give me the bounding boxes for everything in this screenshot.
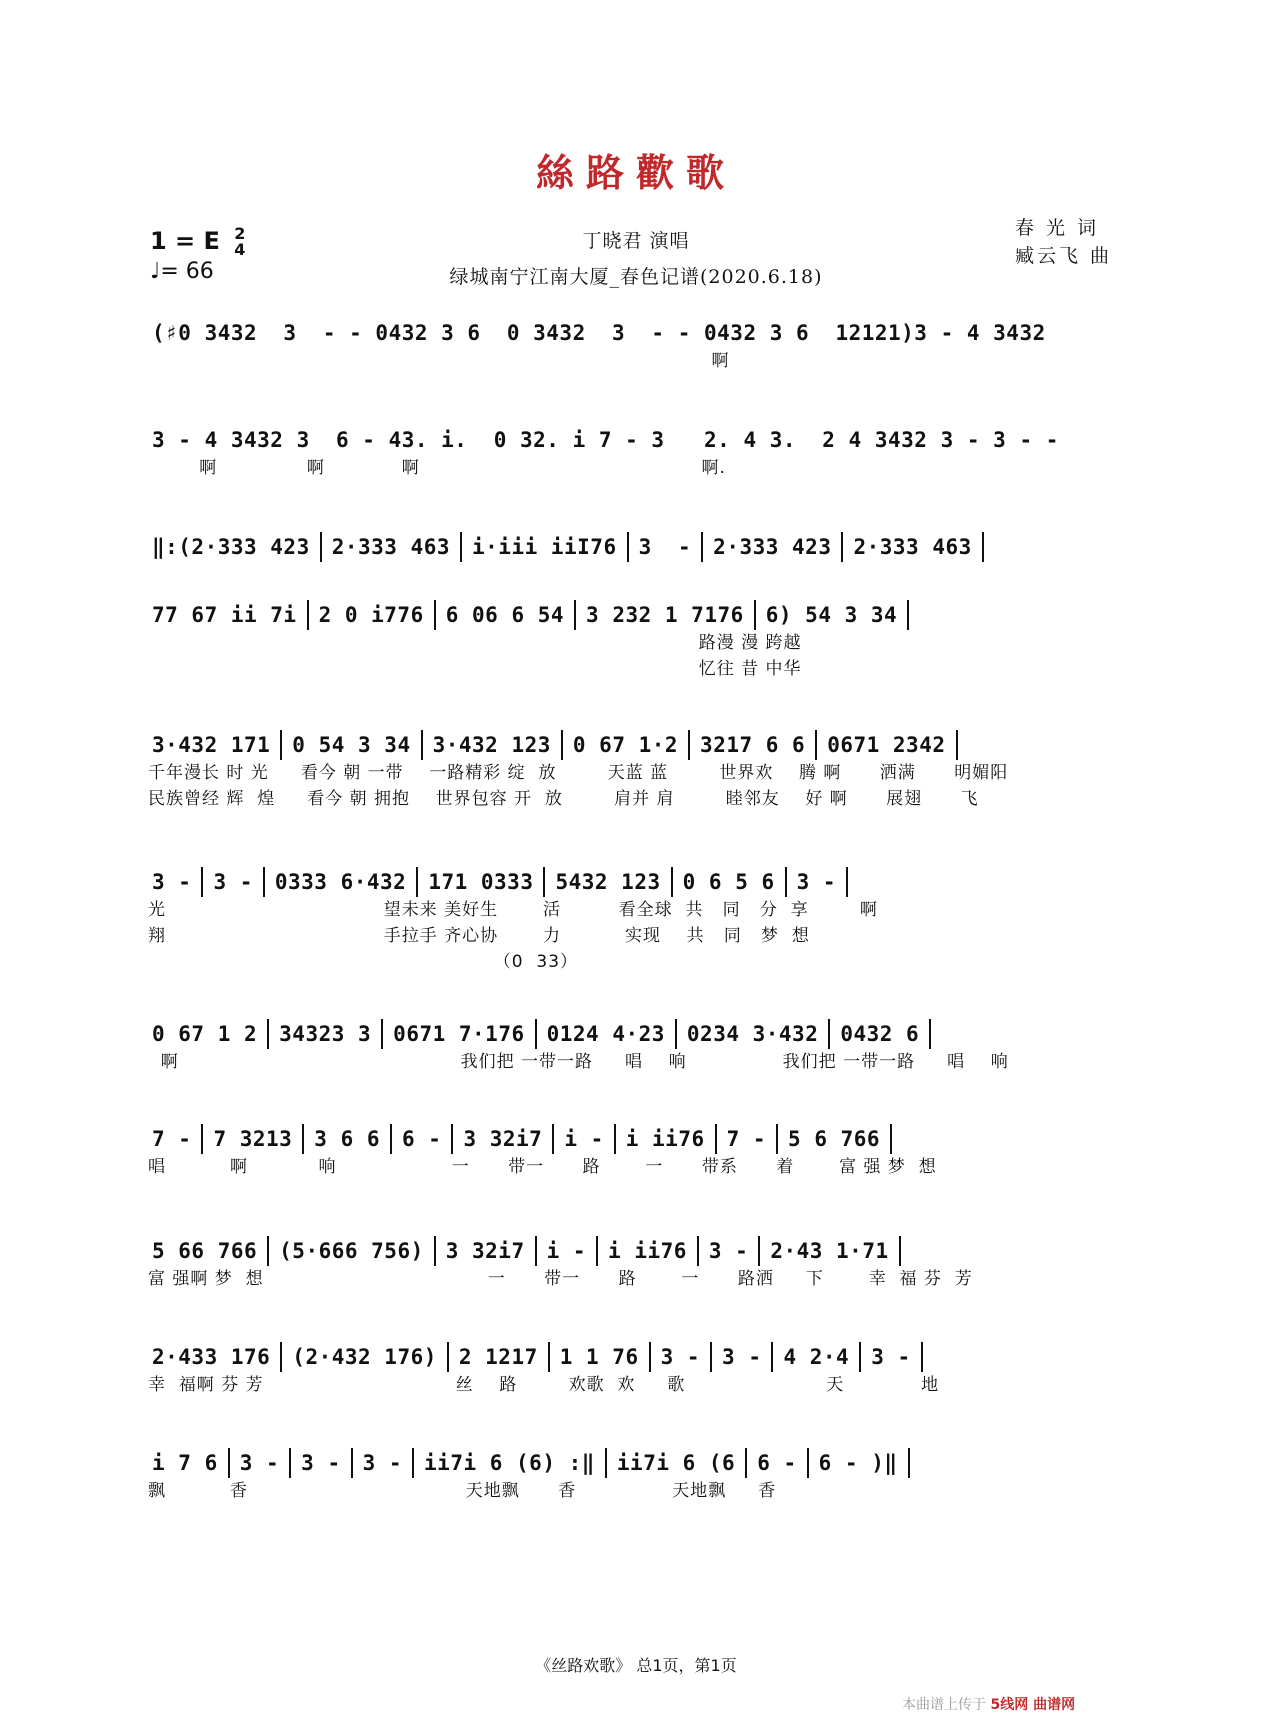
measure: 6 - — [402, 1127, 442, 1151]
bar-line — [697, 1236, 699, 1266]
bar-line — [785, 867, 787, 897]
bar-line — [828, 1019, 830, 1049]
measure: 0671 2342 — [827, 733, 946, 757]
bar-line — [771, 1342, 773, 1372]
bar-line — [907, 600, 909, 630]
measure: 7 - — [152, 1127, 192, 1151]
measure: 0 67 1 2 — [152, 1022, 258, 1046]
measure: 6) 54 3 34 — [765, 603, 898, 627]
measure: 7 3213 — [213, 1127, 293, 1151]
bar-line — [421, 730, 423, 760]
score-line — [148, 318, 1113, 374]
measure: i ii76 — [608, 1239, 687, 1263]
bar-line — [605, 1448, 607, 1478]
measure: 5432 123 — [555, 870, 661, 894]
score-line — [148, 730, 1113, 812]
measure: 3 - — [871, 1345, 911, 1369]
bar-line — [745, 1448, 747, 1478]
measure: i·iii iiI76 — [472, 535, 617, 559]
notes-row — [148, 1342, 1113, 1372]
measure: (2·432 176) — [292, 1345, 437, 1369]
bar-line — [434, 1236, 436, 1266]
bar-line — [649, 1342, 651, 1372]
watermark — [902, 1694, 1202, 1714]
lyrics-row: 翔 手拉手 齐心协 力 实现 共 同 梦 想 — [148, 926, 810, 946]
bar-line — [929, 1019, 931, 1049]
bar-line — [280, 730, 282, 760]
measure: 3 232 1 7176 — [586, 603, 744, 627]
lyrics-row: 富 强啊 梦 想 一 带一 路 一 路洒 下 幸 福 芬 芳 — [148, 1269, 973, 1289]
composer-credit: 臧云飞 曲 — [1014, 245, 1112, 267]
bar-line — [890, 1124, 892, 1154]
bar-line — [228, 1448, 230, 1478]
notes-row — [148, 600, 1113, 630]
bar-line — [381, 1019, 383, 1049]
measure: 3 - — [660, 1345, 701, 1369]
bar-line — [596, 1236, 598, 1266]
measure: 3·432 123 — [432, 733, 551, 757]
bar-line — [675, 1019, 677, 1049]
credits — [1015, 214, 1112, 270]
bar-line — [982, 532, 984, 562]
bar-line — [390, 1124, 392, 1154]
bar-line — [899, 1236, 901, 1266]
measure: 77 67 ii 7i — [152, 603, 297, 627]
bar-line — [267, 1019, 269, 1049]
bar-line — [548, 1342, 550, 1372]
measure: 171 0333 — [428, 870, 534, 894]
bar-line — [451, 1124, 453, 1154]
bar-line — [307, 600, 309, 630]
measure: 6 - — [757, 1451, 797, 1475]
bar-line — [434, 600, 436, 630]
measure: 3 32i7 — [445, 1239, 525, 1263]
time-top: 2 — [234, 224, 246, 243]
measure: 0 6 5 6 — [682, 870, 775, 894]
bar-line — [627, 532, 629, 562]
measure: 0 54 3 34 — [292, 733, 411, 757]
score-line — [148, 600, 1113, 682]
bar-line — [289, 1448, 291, 1478]
score-line — [148, 1124, 1113, 1180]
bar-line — [201, 1124, 203, 1154]
measure: 2·43 1·71 — [770, 1239, 889, 1263]
bar-line — [543, 867, 545, 897]
bar-line — [267, 1236, 269, 1266]
notes-row — [148, 1124, 1113, 1154]
watermark-prefix: 本曲谱上传于 — [902, 1697, 986, 1713]
measure: 5 66 766 — [152, 1239, 258, 1263]
lyrics-row — [148, 562, 1113, 588]
measure: ii7i 6 (6) :‖ — [424, 1451, 595, 1475]
measure: 7 - — [726, 1127, 767, 1151]
measure: 3 6 6 — [314, 1127, 381, 1151]
bar-line — [412, 1448, 414, 1478]
measure: 3 - — [708, 1239, 749, 1263]
bar-line — [447, 1342, 449, 1372]
bar-line — [807, 1448, 809, 1478]
measure: 3 - — [362, 1451, 403, 1475]
measure: 1 1 76 — [559, 1345, 639, 1369]
measure: 2 1217 — [458, 1345, 538, 1369]
score-line — [148, 1342, 1113, 1398]
measure: 0 67 1·2 — [572, 733, 679, 757]
bar-line — [460, 532, 462, 562]
score-line — [148, 1236, 1113, 1292]
notes-row — [148, 730, 1113, 760]
notes-row — [148, 1019, 1113, 1049]
measure: ii7i 6 (6 — [616, 1451, 736, 1475]
bar-line — [535, 1019, 537, 1049]
bar-line — [908, 1448, 910, 1478]
lyrics-row: 啊 我们把 一带一路 唱 响 我们把 一带一路 唱 响 — [148, 1052, 1009, 1072]
bar-line — [263, 867, 265, 897]
score-line — [148, 1019, 1113, 1075]
measure: 3 - — [796, 870, 837, 894]
notes-row — [148, 1448, 1113, 1478]
singer-credit: 丁晓君 演唱 — [582, 230, 690, 252]
measure: 0333 6·432 — [274, 870, 407, 894]
measure: 0234 3·432 — [686, 1022, 819, 1046]
bar-line — [776, 1124, 778, 1154]
measure: 6 06 6 54 — [445, 603, 565, 627]
bar-line — [710, 1342, 712, 1372]
lyrics-row: （0 33） — [148, 952, 579, 972]
bar-line — [280, 1342, 282, 1372]
measure: 2·333 463 — [331, 535, 451, 559]
measure: 2·333 463 — [853, 535, 972, 559]
measure: 3 - 4 3432 3 6 - 43. i. 0 32. i 7 - 3 2. 4 3. 2 4 3432 3 - 3 - - — [152, 428, 1059, 452]
measure: 5 6 766 — [788, 1127, 881, 1151]
bar-line — [535, 1236, 537, 1266]
lyrics-row: 民族曾经 辉 煌 看今 朝 拥抱 世界包容 开 放 肩并 肩 睦邻友 好 啊 展翅 飞 — [148, 789, 979, 809]
lyrics-row: 路漫 漫 跨越 — [148, 633, 802, 653]
lyrics-row: 飘 香 天地飘 香 天地飘 香 — [148, 1481, 777, 1501]
measure: i ii76 — [625, 1127, 705, 1151]
lyrics-row: 啊 — [148, 351, 730, 371]
lyrics-row: 啊 啊 啊 啊. — [148, 458, 726, 478]
bar-line — [574, 600, 576, 630]
lyrics-row: 千年漫长 时 光 看今 朝 一带 一路精彩 绽 放 天蓝 蓝 世界欢 腾 啊 洒满 明媚阳 — [148, 763, 1009, 783]
measure: (♯0 3432 3 - - 0432 3 6 0 3432 3 - - 0432 3 6 12121)3 - 4 3432 — [152, 321, 1046, 345]
bar-line — [956, 730, 958, 760]
page-footer: 《丝路欢歌》 总1页，第1页 — [535, 1656, 737, 1675]
lyricist-credit: 春 光 词 — [1014, 217, 1100, 239]
measure: 3 - — [638, 535, 692, 559]
measure: i 7 6 — [152, 1451, 218, 1475]
bar-line — [859, 1342, 861, 1372]
bar-line — [815, 730, 817, 760]
watermark-brand: 5线网 曲谱网 — [990, 1697, 1076, 1713]
bar-line — [561, 730, 563, 760]
key-label: 1 = E — [150, 227, 220, 255]
measure: i - — [546, 1239, 587, 1263]
bar-line — [614, 1124, 616, 1154]
measure: 2 0 i776 — [318, 603, 424, 627]
measure: 0124 4·23 — [546, 1022, 665, 1046]
measure: 3 - — [152, 870, 192, 894]
bar-line — [758, 1236, 760, 1266]
transcription-source: 绿城南宁江南大厦_春色记谱(2020.6.18) — [449, 266, 823, 288]
notes-row — [148, 318, 1113, 348]
measure: 3 - — [213, 870, 253, 894]
measure: (5·666 756) — [279, 1239, 424, 1263]
bar-line — [201, 867, 203, 897]
bar-line — [302, 1124, 304, 1154]
score-line — [148, 1448, 1113, 1504]
measure: i - — [564, 1127, 604, 1151]
measure: 2·433 176 — [152, 1345, 271, 1369]
measure: 6 - )‖ — [818, 1451, 898, 1475]
measure: 3 32i7 — [463, 1127, 543, 1151]
measure: 3 - — [722, 1345, 762, 1369]
notes-row — [148, 532, 1113, 562]
bar-line — [688, 730, 690, 760]
bar-line — [841, 532, 843, 562]
lyrics-row: 幸 福啊 芬 芳 丝 路 欢歌 欢 歌 天 地 — [148, 1375, 940, 1395]
notes-row — [148, 867, 1113, 897]
lyrics-row: 光 望未来 美好生 活 看全球 共 同 分 享 啊 — [148, 900, 878, 920]
measure: 3·432 171 — [152, 733, 271, 757]
notes-row — [148, 1236, 1113, 1266]
measure: 2·333 423 — [713, 535, 832, 559]
lyrics-row: 唱 啊 响 一 带一 路 一 带系 着 富 强 梦 想 — [148, 1157, 937, 1177]
bar-line — [846, 867, 848, 897]
tempo-marking: ♩= 66 — [150, 259, 214, 284]
bar-line — [416, 867, 418, 897]
measure: ‖:(2·333 423 — [152, 535, 310, 559]
measure: 0432 6 — [840, 1022, 920, 1046]
measure: 3 - — [239, 1451, 280, 1475]
score-line — [148, 425, 1113, 481]
bar-line — [715, 1124, 717, 1154]
measure: 34323 3 — [279, 1022, 372, 1046]
time-bottom: 4 — [234, 240, 246, 259]
measure: 3 - — [301, 1451, 341, 1475]
measure: 0671 7·176 — [393, 1022, 525, 1046]
bar-line — [671, 867, 673, 897]
bar-line — [351, 1448, 353, 1478]
score-line — [148, 867, 1113, 975]
bar-line — [754, 600, 756, 630]
song-title: 絲路歡歌 — [535, 150, 736, 195]
bar-line — [921, 1342, 923, 1372]
bar-line — [701, 532, 703, 562]
bar-line — [320, 532, 322, 562]
lyrics-row: 忆往 昔 中华 — [148, 659, 802, 679]
bar-line — [552, 1124, 554, 1154]
notes-row — [148, 425, 1113, 455]
measure: 3217 6 6 — [700, 733, 806, 757]
measure: 4 2·4 — [783, 1345, 850, 1369]
score-line — [148, 532, 1113, 588]
